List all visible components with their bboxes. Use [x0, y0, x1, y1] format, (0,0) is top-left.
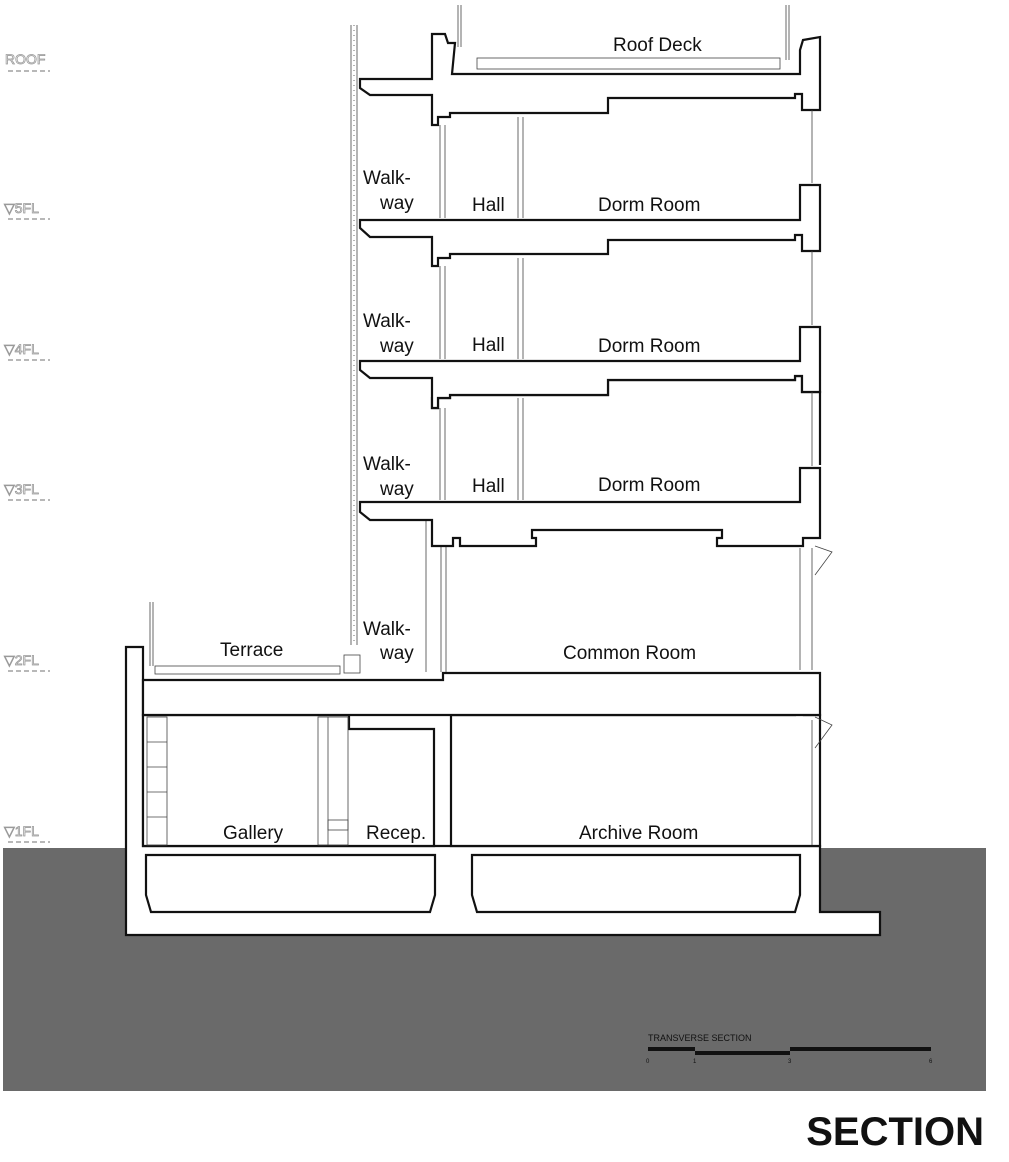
label-dorm-4: Dorm Room [598, 336, 701, 357]
label-dorm-5: Dorm Room [598, 195, 701, 216]
label-archive-room: Archive Room [579, 823, 699, 844]
level-4fl: ▽4FL [4, 341, 39, 357]
label-walkway-3-top: Walk- [363, 454, 411, 475]
fifth-floor-slab [360, 5, 820, 266]
label-walkway-4-bottom: way [380, 336, 414, 357]
label-gallery: Gallery [223, 823, 284, 844]
label-dorm-3: Dorm Room [598, 475, 701, 496]
scale-bar-title: TRANSVERSE SECTION [648, 1033, 752, 1043]
scale-tick-0: 0 [646, 1059, 650, 1065]
label-common-room: Common Room [563, 643, 697, 664]
label-hall-5: Hall [472, 195, 505, 216]
level-2fl: ▽2FL [4, 652, 39, 668]
scale-tick-6: 6 [929, 1059, 933, 1065]
label-hall-4: Hall [472, 335, 505, 356]
second-floor [143, 520, 832, 715]
label-walkway-3-bottom: way [380, 479, 414, 500]
level-markers [4, 51, 50, 842]
label-reception: Recep. [366, 823, 427, 844]
level-3fl: ▽3FL [4, 481, 39, 497]
drawing-title: SECTION [806, 1110, 984, 1154]
scale-tick-1: 1 [693, 1059, 697, 1065]
label-terrace: Terrace [220, 640, 284, 661]
label-walkway-2-bottom: way [380, 643, 414, 664]
walkway-screen [351, 25, 357, 645]
label-hall-3: Hall [472, 476, 505, 497]
level-roof: ROOF [5, 51, 46, 67]
level-1fl: ▽1FL [4, 823, 39, 839]
label-walkway-5-bottom: way [380, 193, 414, 214]
label-roof-deck: Roof Deck [613, 35, 702, 56]
label-walkway-4-top: Walk- [363, 311, 411, 332]
label-walkway-2-top: Walk- [363, 619, 411, 640]
scale-tick-3: 3 [788, 1059, 792, 1065]
label-walkway-5-top: Walk- [363, 168, 411, 189]
third-floor-slab [360, 376, 820, 546]
level-5fl: ▽5FL [4, 200, 39, 216]
